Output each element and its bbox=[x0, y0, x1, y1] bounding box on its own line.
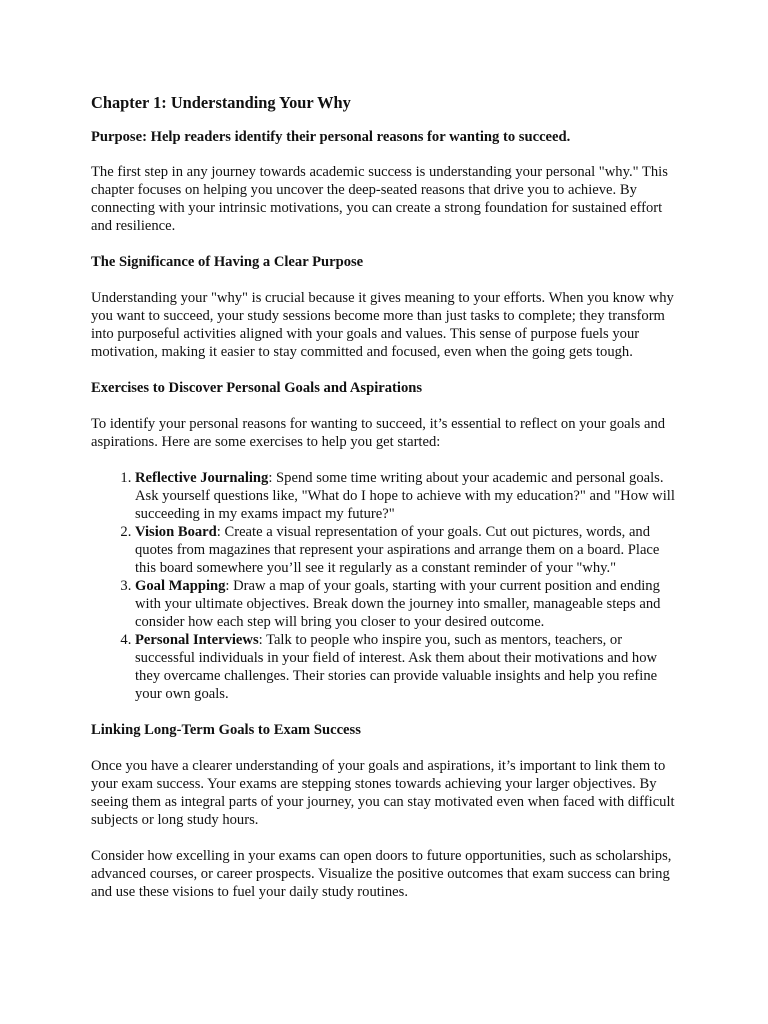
list-item-text: : Talk to people who inspire you, such as mentors, teachers, or successful individuals in your field of interest. Ask them about their motivations and how they overcame challenges. Their stories can provide valuable insights and help you refine your own goals. bbox=[135, 632, 658, 702]
list-item-text: : Draw a map of your goals, starting with your current position and ending with your ultimate objectives. Break down the journey into smaller, manageable steps and consider how each step will bring you closer to your desired outcome. bbox=[135, 578, 661, 630]
linking-paragraph-2: Consider how excelling in your exams can open doors to future opportunities, such as scholarships, advanced courses, or career prospects. Visualize the positive outcomes that exam success can bring and use these visions to fuel your daily study routines. bbox=[91, 848, 672, 900]
list-item bbox=[135, 577, 681, 631]
list-item-term: Vision Board bbox=[135, 524, 217, 540]
significance-paragraph: Understanding your "why" is crucial because it gives meaning to your efforts. When you know why you want to succeed, your study sessions become more than just tasks to complete; they transform into purposeful activities aligned with your goals and values. This sense of purpose fuels your motivation, making it easier to stay committed and focused, even when the going gets tough. bbox=[91, 290, 674, 360]
list-item-text: : Create a visual representation of your goals. Cut out pictures, words, and quotes from magazines that represent your aspirations and arrange them on a board. Place this board somewhere you’ll see it regularly as a constant reminder of your "why." bbox=[135, 524, 660, 576]
section-heading-linking: Linking Long-Term Goals to Exam Success bbox=[91, 722, 361, 738]
exercises-intro-paragraph: To identify your personal reasons for wanting to succeed, it’s essential to reflect on your goals and aspirations. Here are some exercises to help you get started: bbox=[91, 416, 666, 450]
section-heading-significance: The Significance of Having a Clear Purpose bbox=[91, 254, 364, 270]
exercises-list bbox=[91, 469, 681, 703]
purpose-statement: Purpose: Help readers identify their personal reasons for wanting to succeed. bbox=[91, 129, 571, 145]
list-item bbox=[135, 469, 681, 523]
section-heading-exercises: Exercises to Discover Personal Goals and Aspirations bbox=[91, 380, 423, 396]
document-page bbox=[91, 93, 681, 919]
linking-paragraph-1: Once you have a clearer understanding of your goals and aspirations, it’s important to link them to your exam success. Your exams are stepping stones towards achieving your larger objectives. By seeing them as integral parts of your journey, you can stay motivated even when faced with difficult subjects or long study hours. bbox=[91, 758, 675, 828]
list-item-term: Goal Mapping bbox=[135, 578, 226, 594]
list-item-text: : Spend some time writing about your academic and personal goals. Ask yourself questions like, "What do I hope to achieve with my education?" and "How will succeeding in my exams impact my future?" bbox=[135, 470, 675, 522]
list-item-term: Personal Interviews bbox=[135, 632, 259, 648]
list-item bbox=[135, 523, 681, 577]
list-item bbox=[135, 631, 681, 703]
intro-paragraph: The first step in any journey towards academic success is understanding your personal "why." This chapter focuses on helping you uncover the deep-seated reasons that drive you to achieve. By connecting with your intrinsic motivations, you can create a strong foundation for sustained effort and resilience. bbox=[91, 164, 668, 234]
chapter-title: Chapter 1: Understanding Your Why bbox=[91, 93, 351, 112]
list-item-term: Reflective Journaling bbox=[135, 470, 269, 486]
